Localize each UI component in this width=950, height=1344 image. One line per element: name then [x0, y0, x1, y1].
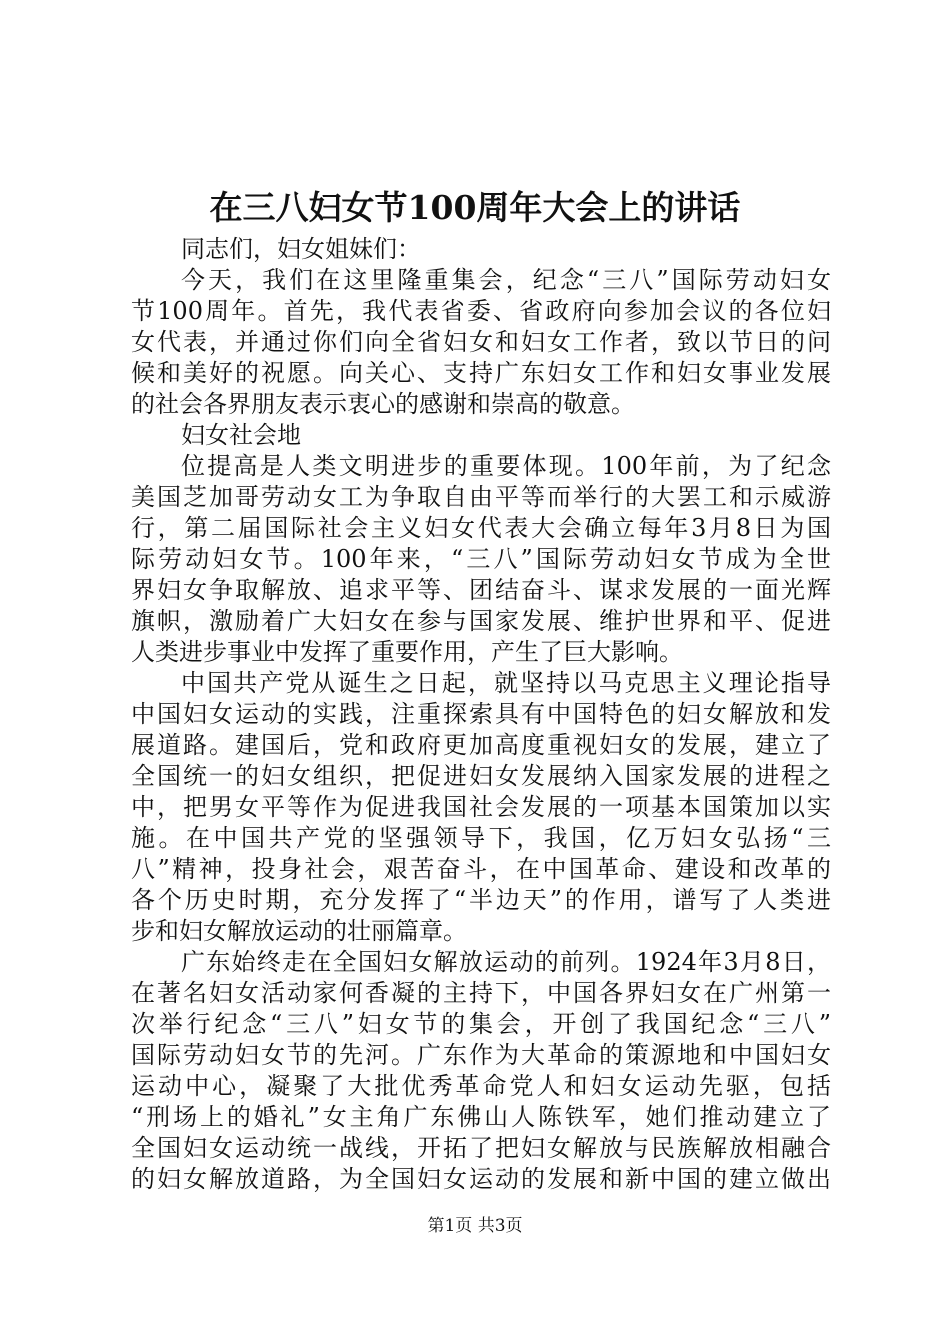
page-number: 第1页 共3页	[427, 1216, 523, 1236]
text-line: 位提高是人类文明进步的重要体现。100年前，为了纪念	[181, 452, 831, 480]
text-line: 界妇女争取解放、追求平等、团结奋斗、谋求发展的一面光辉	[131, 576, 831, 604]
text-line: 际劳动妇女节。100年来，“三八”国际劳动妇女节成为全世	[131, 545, 831, 573]
text-line: 候和美好的祝愿。向关心、支持广东妇女工作和妇女事业发展	[131, 359, 831, 387]
text-line: “刑场上的婚礼”女主角广东佛山人陈铁军，她们推动建立了	[131, 1103, 831, 1131]
text-line: 次举行纪念“三八”妇女节的集会，开创了我国纪念“三八”	[131, 1010, 831, 1038]
text-line: 女代表，并通过你们向全省妇女和妇女工作者，致以节日的问	[131, 328, 831, 356]
text-line: 的社会各界朋友表示衷心的感谢和崇高的敬意。	[131, 390, 635, 418]
text-line: 美国芝加哥劳动女工为争取自由平等而举行的大罢工和示威游	[131, 483, 831, 511]
text-line: 中国共产党从诞生之日起，就坚持以马克思主义理论指导	[181, 669, 831, 697]
text-line: 运动中心，凝聚了大批优秀革命党人和妇女运动先驱，包括	[131, 1072, 831, 1100]
text-line: 人类进步事业中发挥了重要作用，产生了巨大影响。	[131, 638, 683, 666]
text-line: 步和妇女解放运动的壮丽篇章。	[131, 917, 467, 945]
text-line: 同志们，妇女姐妹们：	[181, 235, 421, 263]
text-line: 在著名妇女活动家何香凝的主持下，中国各界妇女在广州第一	[131, 979, 831, 1007]
text-line: 节100周年。首先，我代表省委、省政府向参加会议的各位妇	[131, 297, 831, 325]
text-line: 行，第二届国际社会主义妇女代表大会确立每年3月8日为国	[131, 514, 831, 542]
text-line: 的妇女解放道路，为全国妇女运动的发展和新中国的建立做出	[131, 1165, 831, 1193]
text-line: 今天，我们在这里隆重集会，纪念“三八”国际劳动妇女	[181, 266, 831, 294]
text-line: 施。在中国共产党的坚强领导下，我国，亿万妇女弘扬“三	[131, 824, 831, 852]
text-line: 八”精神，投身社会，艰苦奋斗，在中国革命、建设和改革的	[131, 855, 831, 883]
text-line: 各个历史时期，充分发挥了“半边天”的作用，谱写了人类进	[131, 886, 831, 914]
text-line: 中，把男女平等作为促进我国社会发展的一项基本国策加以实	[131, 793, 831, 821]
text-line: 妇女社会地	[181, 421, 301, 449]
text-line: 全国统一的妇女组织，把促进妇女发展纳入国家发展的进程之	[131, 762, 831, 790]
text-line: 展道路。建国后，党和政府更加高度重视妇女的发展，建立了	[131, 731, 831, 759]
text-line: 国际劳动妇女节的先河。广东作为大革命的策源地和中国妇女	[131, 1041, 831, 1069]
document-body	[131, 234, 831, 1195]
text-line: 全国妇女运动统一战线，开拓了把妇女解放与民族解放相融合	[131, 1134, 831, 1162]
text-line: 中国妇女运动的实践，注重探索具有中国特色的妇女解放和发	[131, 700, 831, 728]
text-line: 旗帜，激励着广大妇女在参与国家发展、维护世界和平、促进	[131, 607, 831, 635]
document-title: 在三八妇女节100周年大会上的讲话	[209, 188, 741, 227]
text-line: 广东始终走在全国妇女解放运动的前列。1924年3月8日，	[181, 948, 831, 976]
